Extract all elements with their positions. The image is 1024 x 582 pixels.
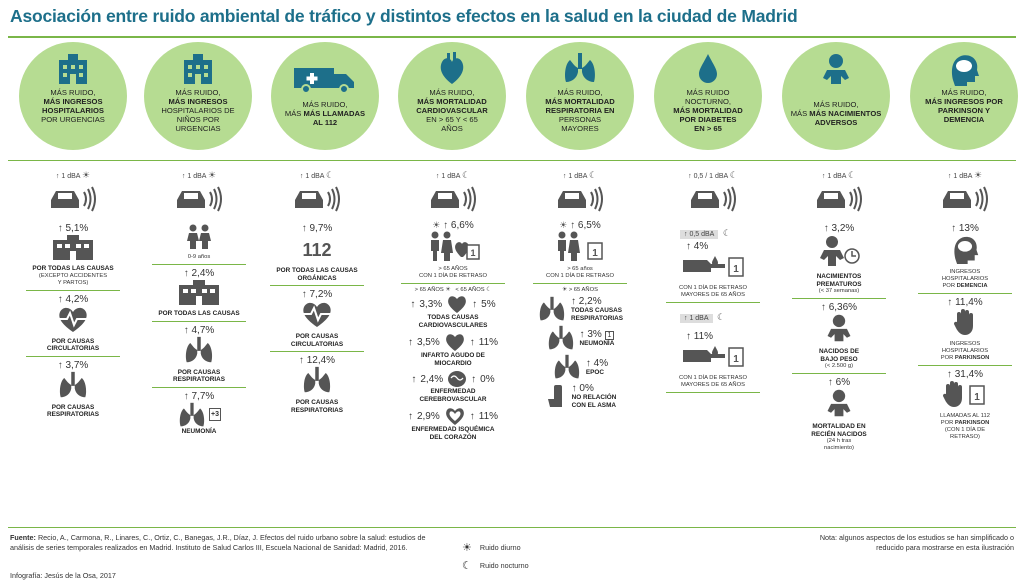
delay-label: CON 1 DÍA DE RETRASO — [546, 273, 614, 279]
lungs-icon — [182, 336, 216, 364]
stat-label: RESPIRATORIAS — [571, 314, 623, 322]
stat-value: 5% — [481, 298, 496, 310]
stat-label: INGRESOS — [949, 341, 981, 347]
stat-value: 11% — [693, 331, 714, 342]
dba-header: ↑ 1 dBA ☀ — [947, 170, 983, 180]
delay-label: CON 1 DÍA DE RETRASO — [679, 375, 747, 381]
stat-value: 11% — [478, 336, 499, 348]
children-icon — [184, 223, 214, 249]
dba-header: ↑ 1 dBA ☾ — [299, 170, 335, 180]
stat-value: 6,5% — [577, 220, 601, 231]
stat-value: 11,4% — [955, 297, 983, 308]
stat-value: 4,7% — [191, 324, 215, 336]
circle-parkinson — [910, 42, 1018, 150]
stat-label: POR CAUSAS — [295, 333, 339, 340]
svg-text:1: 1 — [470, 248, 476, 258]
stat-label: POR TODAS LAS CAUSAS — [32, 265, 114, 272]
stat-label: EPOC — [585, 368, 604, 376]
inhaler-icon — [544, 383, 568, 409]
note: Nota: algunos aspectos de los estudios se han simplificado o reducido para mostrarse en esta ilustración — [819, 533, 1014, 552]
dba-header: ↑ 1 dBA ☾ — [562, 170, 598, 180]
calendar-icon: 1 — [605, 331, 615, 340]
stat-label: NACIMIENTOS — [816, 273, 862, 280]
heart-icon — [446, 294, 468, 314]
circle-text: MÁS RUIDO, MÁS INGRESOS HOSPITALARIOS POR URGENCIAS — [41, 88, 105, 124]
hospital-icon — [181, 52, 215, 86]
moon-icon: ☾ — [589, 170, 598, 180]
divider — [152, 264, 246, 265]
circle-text: MÁS RUIDO NOCTURNO, MÁS MORTALIDAD POR DIABETES EN > 65 — [673, 88, 743, 133]
car-noise-icon — [173, 186, 225, 212]
stat-label: NO RELACIÓN — [571, 394, 617, 401]
column-ninos: ↑ 1 dBA ☀ 0-9 años ↑ 2,4% POR TODAS LAS CAUSAS ↑ 4,7% POR CAUSAS RESPIRATORIAS ↑ 7,7% +3 NEUMONÍA — [144, 170, 254, 435]
column-respiratoria: ↑ 1 dBA ☾ ☀ ↑ 6,5% 1 > 65 años CON 1 DÍA DE RETRASO ☀ > 65 AÑOS ↑ 2,2% TODAS CAUSAS RESPIRATORIAS ↑ 3% 1 NEUMONÍA ↑ 4% EPOC ↑ 0% NO RELACIÓN CON EL ASMA — [525, 170, 635, 409]
sun-icon: ☀ — [208, 170, 217, 180]
circle-respiratoria — [526, 42, 634, 150]
age-label: > 65 AÑOS — [438, 266, 468, 272]
hospital-icon — [56, 52, 90, 86]
age-label: 0-9 años — [187, 254, 211, 260]
circle-text: MÁS RUIDO, MÁS INGRESOS HOSPITALARIOS DE NIÑOS POR URGENCIAS — [161, 88, 235, 133]
car-noise-icon — [687, 186, 739, 212]
divider — [792, 298, 886, 299]
divider — [270, 351, 364, 352]
brain-icon — [447, 370, 467, 388]
heart-outline-icon — [444, 406, 466, 426]
sun-icon: ☀ — [974, 170, 983, 180]
stat-sublabel: nacimiento) — [824, 445, 854, 451]
ambulance-icon — [292, 64, 358, 94]
stat-label: POR TODAS LAS CAUSAS — [276, 267, 358, 274]
divider — [533, 283, 627, 284]
stat-value: 6,36% — [828, 302, 858, 313]
heart-pulse-icon — [300, 300, 334, 328]
stat-label: NEUMONÍA — [181, 427, 217, 435]
moon-icon: ☾ — [848, 170, 857, 180]
stat-value: 0% — [579, 383, 594, 394]
stat-label: POR CAUSAS — [51, 403, 95, 411]
column-parkinson: ↑ 1 dBA ☀ ↑ 13% INGRESOS HOSPITALARIOS POR DEMENCIA ↑ 11,4% INGRESOS HOSPITALARIOS POR PARKINSON ↑ 31,4% 1 LLAMADAS AL 112 POR PARKINSON (CON 1 DÍA DE RETRASO) — [910, 170, 1020, 441]
stat-label: INFARTO AGUDO DE — [421, 352, 485, 359]
circle-diabetes — [654, 42, 762, 150]
stat-sublabel: RETRASO) — [950, 434, 980, 440]
delay-label: CON 1 DÍA DE RETRASO — [679, 285, 747, 291]
baby-icon — [824, 388, 854, 418]
age-header: ☀ > 65 AÑOS — [562, 287, 598, 293]
stat-value: 9,7% — [309, 223, 333, 234]
circle-cardio — [398, 42, 506, 150]
stat-value: 2,4% — [420, 373, 444, 385]
stat-label: POR PARKINSON — [940, 420, 990, 426]
stat-value: 2,4% — [191, 268, 215, 279]
stat-value: 4,2% — [65, 293, 89, 305]
stat-value: 6,6% — [450, 220, 474, 231]
stat-value: 7,2% — [309, 289, 333, 300]
heart-organ-icon — [437, 52, 467, 86]
stat-value: 31,4% — [954, 369, 984, 380]
circle-nacimientos — [782, 42, 890, 150]
stat-value: 12,4% — [306, 355, 336, 366]
elderly-calendar-icon — [552, 231, 608, 261]
stat-label: PREMATUROS — [816, 280, 862, 288]
age-label: MAYORES DE 65 AÑOS — [680, 382, 745, 388]
column-diabetes: ↑ 0,5 / 1 dBA ☾ ↑ 0,5 dBA ☾ ↑ 4% 1 CON 1 DÍA DE RETRASO MAYORES DE 65 AÑOS ↑ 1 dBA ☾ ↑ 11% 1 CON 1 DÍA DE RETRASO MAYORES DE 65 AÑOS — [658, 170, 768, 396]
calendar-icon: +3 — [209, 408, 221, 421]
stat-sublabel: (24 h tras — [826, 438, 852, 444]
stat-label: CARDIOVASCULARES — [418, 321, 488, 329]
circle-urgencias — [19, 42, 127, 150]
divider — [26, 356, 120, 357]
divider — [8, 36, 1016, 38]
stat-label: POR PARKINSON — [940, 355, 990, 361]
lungs-icon — [300, 366, 334, 394]
legend-day: Ruido diurno — [479, 542, 521, 552]
divider — [152, 387, 246, 388]
stat-value: 3,5% — [416, 336, 440, 348]
divider — [152, 321, 246, 322]
hospital-icon — [51, 234, 95, 260]
stat-label: ORGÁNICAS — [297, 274, 337, 282]
stat-sublabel: (CON 1 DÍA DE — [944, 427, 986, 433]
stat-label: DEL CORAZÓN — [429, 433, 477, 441]
stat-sublabel: (< 2.500 g) — [824, 363, 854, 369]
stat-label: ENFERMEDAD ISQUÉMICA — [411, 426, 495, 433]
column-nacimientos: ↑ 1 dBA ☾ ↑ 3,2% NACIMIENTOS PREMATUROS (< 37 semanas) ↑ 6,36% NACIDOS DE BAJO PESO (< 2.500 g) ↑ 6% MORTALIDAD EN RECIÉN NACIDOS (24 h tras nacimiento) — [784, 170, 894, 452]
brain-head-icon — [950, 234, 980, 264]
column-cardio: ↑ 1 dBA ☾ ☀ ↑ 6,6% 1 > 65 AÑOS CON 1 DÍA DE RETRASO > 65 AÑOS ☀ < 65 AÑOS ☾ ↑ 3,3% ↑ 5% TODAS CAUSAS CARDIOVASCULARES ↑ 3,5% ↑ 11% INFARTO AGUDO DE MIOCARDIO ↑ 2,4% ↑ 0% ENFERMEDAD CEREBROVASCULAR ↑ 2,9% ↑ 11% ENFERMEDAD ISQUÉMICA DEL CORAZÓN — [393, 170, 513, 441]
stat-label: CEREBROVASCULAR — [419, 395, 487, 403]
moon-icon: ☾ — [729, 170, 738, 180]
stat-label: HOSPITALARIOS — [941, 276, 989, 282]
divider — [792, 373, 886, 374]
stat-value: 11% — [478, 410, 499, 422]
blood-drop-icon — [697, 52, 719, 84]
stat-value: 2,9% — [416, 410, 440, 422]
stat-value: 3% — [587, 328, 602, 340]
column-112: ↑ 1 dBA ☾ ↑ 9,7% 112 POR TODAS LAS CAUSAS ORGÁNICAS ↑ 7,2% POR CAUSAS CIRCULATORIAS ↑ 12,4% POR CAUSAS RESPIRATORIAS — [262, 170, 372, 414]
stat-label: MIOCARDIO — [434, 359, 472, 367]
column-urgencias: ↑ 1 dBA ☀ ↑ 5,1% POR TODAS LAS CAUSAS (EXCEPTO ACCIDENTES Y PARTOS) ↑ 4,2% POR CAUSAS CIRCULATORIAS ↑ 3,7% POR CAUSAS RESPIRATORIAS — [18, 170, 128, 419]
divider — [8, 527, 1016, 528]
circle-text: MÁS RUIDO, MÁS MORTALIDAD CARDIOVASCULAR EN > 65 Y < 65 AÑOS — [416, 88, 488, 133]
dba-header: ↑ 1 dBA ☾ — [821, 170, 857, 180]
stat-label: POR DEMENCIA — [942, 283, 988, 289]
source-citation: Fuente: Recio, A., Carmona, R., Linares, C., Ortiz, C., Banegas, J.R., Díaz, J. Efectos del ruido urbano sobre la salud: estudios de análisis de series temporales realizados en Madrid. Instituto de Salud Carlos III, Escuela Nacional de Sanidad: Madrid, 2016. — [10, 533, 426, 552]
moon-icon: ☾ — [462, 170, 471, 180]
sun-icon: ☀ — [559, 220, 568, 230]
heart-icon — [444, 332, 466, 352]
circle-text: MÁS RUIDO, MÁS MÁS LLAMADAS AL 112 — [284, 100, 366, 127]
stat-label: CIRCULATORIAS — [46, 345, 100, 352]
stat-label: POR TODAS LAS CAUSAS — [158, 310, 240, 317]
hand-icon — [953, 308, 977, 336]
baby-icon — [824, 313, 854, 343]
stat-label: MORTALIDAD EN — [812, 423, 866, 430]
stat-label: RECIÉN NACIDOS — [811, 430, 867, 438]
elderly-heart-icon — [425, 231, 481, 261]
stat-label: TODAS CAUSAS — [571, 307, 623, 314]
stat-label: ENFERMEDAD — [430, 388, 476, 395]
circle-ninos — [144, 42, 252, 150]
stat-label: TODAS CAUSAS — [427, 314, 479, 321]
dba-badge: ↑ 0,5 dBA — [680, 230, 718, 239]
lungs-icon — [552, 354, 582, 380]
circle-text: MÁS RUIDO, MÁS MORTALIDAD RESPIRATORIA EN PERSONAS MAYORES — [545, 88, 615, 133]
dba-header: ↑ 1 dBA ☀ — [55, 170, 91, 180]
sun-icon: ☀ — [432, 220, 441, 230]
age-header: > 65 AÑOS ☀ < 65 AÑOS ☾ — [414, 287, 492, 293]
hospital-icon — [177, 279, 221, 305]
page-title: Asociación entre ruido ambiental de tráfico y distintos efectos en la salud en la ciudad de Madrid — [10, 6, 798, 26]
brain-head-icon — [947, 52, 981, 86]
heart-pulse-icon — [56, 305, 90, 333]
stat-label: POR CAUSAS — [177, 368, 221, 376]
hand-calendar-icon — [942, 380, 988, 408]
divider — [8, 160, 1016, 161]
svg-text:1: 1 — [974, 392, 980, 403]
moon-icon: ☾ — [326, 170, 335, 180]
stat-label: CON EL ASMA — [571, 401, 617, 409]
divider — [918, 293, 1012, 294]
stat-label: BAJO PESO — [820, 355, 858, 363]
lungs-icon — [537, 296, 567, 322]
car-noise-icon — [554, 186, 606, 212]
glucose-test-icon — [681, 252, 745, 280]
stat-value: 2,2% — [578, 296, 602, 307]
sun-icon: ☀ — [462, 541, 472, 554]
age-label: > 65 años — [567, 266, 593, 272]
stat-label: POR CAUSAS — [295, 399, 339, 406]
lungs-icon — [56, 371, 90, 399]
legend-night: Ruido nocturno — [479, 560, 529, 570]
dba-header: ↑ 1 dBA ☾ — [435, 170, 471, 180]
divider — [666, 302, 760, 303]
car-noise-icon — [47, 186, 99, 212]
car-noise-icon — [291, 186, 343, 212]
lungs-icon — [546, 325, 576, 351]
svg-text:1: 1 — [592, 248, 598, 259]
stat-value: 5,1% — [65, 223, 89, 234]
delay-label: CON 1 DÍA DE RETRASO — [419, 273, 487, 279]
stat-sublabel: (< 37 semanas) — [818, 288, 860, 294]
stat-sublabel: (EXCEPTO ACCIDENTES — [38, 272, 108, 279]
stat-label: RESPIRATORIAS — [291, 406, 343, 414]
stat-label: POR CAUSAS — [51, 337, 95, 345]
stat-value: 6% — [835, 377, 851, 388]
stat-value: 3,3% — [419, 298, 443, 310]
stat-label: NEUMONÍA — [579, 339, 615, 347]
stat-value: 0% — [480, 373, 495, 385]
stat-value: 13% — [958, 223, 979, 234]
divider — [918, 365, 1012, 366]
stat-label: INGRESOS — [949, 269, 981, 275]
stat-value: 3,2% — [831, 223, 855, 234]
stat-label: NACIDOS DE — [818, 348, 860, 355]
legend — [462, 538, 529, 574]
glucose-test-icon — [681, 342, 745, 370]
circle-112 — [271, 42, 379, 150]
stat-value: 4% — [593, 357, 609, 369]
car-noise-icon — [813, 186, 865, 212]
sun-icon: ☀ — [82, 170, 91, 180]
stat-sublabel: Y PARTOS) — [57, 279, 89, 286]
divider — [401, 283, 505, 284]
dba-header: ↑ 0,5 / 1 dBA ☾ — [688, 170, 738, 180]
stat-label: LLAMADAS AL 112 — [940, 413, 990, 419]
divider — [666, 392, 760, 393]
baby-icon — [819, 52, 853, 86]
stat-value: 4% — [693, 241, 709, 252]
car-noise-icon — [427, 186, 479, 212]
dba-header: ↑ 1 dBA ☀ — [181, 170, 217, 180]
lungs-icon — [177, 402, 207, 428]
divider — [26, 290, 120, 291]
stat-label: HOSPITALARIOS — [941, 348, 989, 354]
divider — [270, 285, 364, 286]
svg-text:1: 1 — [733, 354, 739, 365]
car-noise-icon — [939, 186, 991, 212]
stat-label: CIRCULATORIAS — [290, 340, 344, 348]
age-label: MAYORES DE 65 AÑOS — [680, 292, 745, 298]
svg-text:1: 1 — [733, 264, 739, 275]
baby-clock-icon — [816, 234, 862, 268]
stat-value: 7,7% — [191, 390, 215, 402]
moon-icon: ☾ — [462, 559, 472, 572]
circle-text: MÁS RUIDO, MÁS MÁS NACIMIENTOS ADVERSOS — [790, 100, 882, 127]
dba-badge: ↑ 1 dBA — [680, 314, 713, 323]
emergency-number: 112 — [302, 240, 332, 260]
stat-value: 3,7% — [65, 359, 89, 371]
lungs-icon — [562, 52, 598, 84]
credit: Infografía: Jesús de la Osa, 2017 — [10, 571, 116, 580]
stat-label: RESPIRATORIAS — [173, 376, 225, 383]
stat-label: RESPIRATORIAS — [47, 411, 99, 418]
circle-text: MÁS RUIDO, MÁS INGRESOS POR PARKINSON Y DEMENCIA — [925, 88, 1003, 124]
